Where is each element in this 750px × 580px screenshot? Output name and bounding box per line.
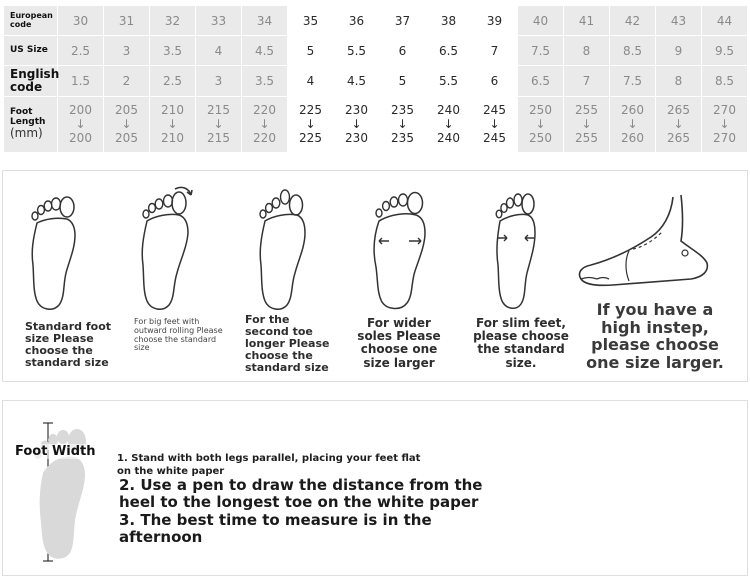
european-code-cell: 40 [518, 6, 564, 36]
european-code-cell: 41 [564, 6, 610, 36]
us-size-cell: 8.5 [610, 36, 656, 66]
european-code-cell: 42 [610, 6, 656, 36]
us-size-cell: 8 [564, 36, 610, 66]
foot-length-to: 215 [207, 131, 230, 146]
foot-length-title: Foot Length [10, 107, 46, 127]
foot-length-from: 265 [667, 103, 690, 118]
measurement-instructions [2, 400, 748, 576]
english-code-cell: 7 [564, 66, 610, 96]
us-size-cell: 4.5 [242, 36, 288, 66]
wider-soles-caption: For wider soles Please choose one size larger [357, 316, 441, 370]
english-code-cell: 5.5 [426, 66, 472, 96]
european-code-cell: 39 [472, 6, 518, 36]
down-arrow-icon: ↓ [581, 117, 592, 132]
english-code-cell: 8 [656, 66, 702, 96]
foot-length-from: 225 [299, 103, 322, 118]
us-size-cell: 3 [104, 36, 150, 66]
foot-length-cell [288, 96, 334, 152]
foot-length-from: 220 [253, 103, 276, 118]
down-arrow-icon: ↓ [397, 117, 408, 132]
foot-length-cell [58, 96, 104, 152]
foot-type-guide [2, 170, 748, 382]
big-foot-icon [135, 183, 197, 313]
foot-length-cell [426, 96, 472, 152]
foot-length-cell [334, 96, 380, 152]
english-code-cell: 2 [104, 66, 150, 96]
down-arrow-icon: ↓ [259, 117, 270, 132]
slim-feet-caption: For slim feet, please choose the standard size. [473, 316, 569, 370]
down-arrow-icon: ↓ [535, 117, 546, 132]
down-arrow-icon: ↓ [719, 117, 730, 132]
foot-length-from: 260 [621, 103, 644, 118]
foot-length-from: 240 [437, 103, 460, 118]
english-code-row [4, 66, 748, 96]
english-code-cell: 7.5 [610, 66, 656, 96]
european-code-label: European code [4, 6, 58, 36]
down-arrow-icon: ↓ [213, 117, 224, 132]
european-code-cell: 34 [242, 6, 288, 36]
english-code-cell: 6.5 [518, 66, 564, 96]
foot-length-label [4, 96, 58, 152]
foot-length-to: 270 [713, 131, 736, 146]
foot-length-cell [702, 96, 748, 152]
foot-length-cell [610, 96, 656, 152]
slim-foot-icon [488, 183, 544, 313]
foot-length-from: 255 [575, 103, 598, 118]
english-code-cell: 3 [196, 66, 242, 96]
us-size-cell: 2.5 [58, 36, 104, 66]
high-instep-caption: If you have a high instep, please choose one size larger. [586, 300, 724, 372]
foot-length-from: 210 [161, 103, 184, 118]
foot-length-to: 235 [391, 131, 414, 146]
european-code-cell: 32 [150, 6, 196, 36]
foot-length-to: 200 [69, 131, 92, 146]
foot-length-to: 265 [667, 131, 690, 146]
step-2-text: 2. Use a pen to draw the distance from the heel to the longest toe on the white paper 3. The best time to measure is in the afternoon [119, 476, 483, 546]
english-code-cell: 1.5 [58, 66, 104, 96]
wide-foot-icon [367, 183, 437, 313]
foot-length-row [4, 96, 748, 152]
us-size-cell: 3.5 [150, 36, 196, 66]
us-size-cell: 7 [472, 36, 518, 66]
european-code-cell: 44 [702, 6, 748, 36]
european-code-row [4, 6, 748, 36]
english-code-cell: 2.5 [150, 66, 196, 96]
european-code-cell: 36 [334, 6, 380, 36]
us-size-cell: 7.5 [518, 36, 564, 66]
foot-length-cell [150, 96, 196, 152]
second-toe-foot-icon [253, 183, 313, 313]
european-code-cell: 38 [426, 6, 472, 36]
foot-length-unit: (mm) [10, 126, 43, 141]
european-code-cell: 37 [380, 6, 426, 36]
english-code-cell: 4 [288, 66, 334, 96]
english-code-label: English code [4, 66, 58, 96]
foot-length-from: 270 [713, 103, 736, 118]
foot-length-cell [564, 96, 610, 152]
foot-length-to: 205 [115, 131, 138, 146]
down-arrow-icon: ↓ [489, 117, 500, 132]
us-size-cell: 5.5 [334, 36, 380, 66]
foot-length-to: 225 [299, 131, 322, 146]
standard-foot-caption: Standard foot size Please choose the standard size [25, 320, 112, 370]
down-arrow-icon: ↓ [443, 117, 454, 132]
foot-length-from: 200 [69, 103, 92, 118]
step-1-text: 1. Stand with both legs parallel, placing your feet flat on the white paper [117, 453, 421, 477]
foot-length-cell [380, 96, 426, 152]
foot-length-to: 230 [345, 131, 368, 146]
us-size-cell: 6 [380, 36, 426, 66]
foot-length-from: 205 [115, 103, 138, 118]
foot-silhouette-icon [23, 419, 103, 569]
down-arrow-icon: ↓ [351, 117, 362, 132]
standard-foot-icon [23, 189, 83, 314]
size-chart-table [3, 5, 748, 153]
foot-length-cell [242, 96, 288, 152]
foot-length-from: 235 [391, 103, 414, 118]
big-feet-caption: For big feet with outward rolling Please choose the standard size [134, 317, 223, 353]
us-size-cell: 9 [656, 36, 702, 66]
european-code-cell: 35 [288, 6, 334, 36]
foot-length-to: 210 [161, 131, 184, 146]
foot-length-to: 250 [529, 131, 552, 146]
english-code-cell: 8.5 [702, 66, 748, 96]
foot-length-to: 260 [621, 131, 644, 146]
european-code-cell: 43 [656, 6, 702, 36]
down-arrow-icon: ↓ [75, 117, 86, 132]
foot-length-cell [518, 96, 564, 152]
english-code-cell: 5 [380, 66, 426, 96]
down-arrow-icon: ↓ [673, 117, 684, 132]
foot-length-from: 230 [345, 103, 368, 118]
down-arrow-icon: ↓ [121, 117, 132, 132]
down-arrow-icon: ↓ [627, 117, 638, 132]
us-size-cell: 4 [196, 36, 242, 66]
foot-length-from: 250 [529, 103, 552, 118]
european-code-cell: 33 [196, 6, 242, 36]
down-arrow-icon: ↓ [167, 117, 178, 132]
down-arrow-icon: ↓ [305, 117, 316, 132]
foot-length-cell [656, 96, 702, 152]
european-code-cell: 31 [104, 6, 150, 36]
foot-length-cell [196, 96, 242, 152]
foot-length-cell [472, 96, 518, 152]
us-size-cell: 9.5 [702, 36, 748, 66]
foot-length-cell [104, 96, 150, 152]
foot-length-to: 245 [483, 131, 506, 146]
us-size-cell: 6.5 [426, 36, 472, 66]
foot-length-to: 255 [575, 131, 598, 146]
english-code-cell: 4.5 [334, 66, 380, 96]
foot-length-to: 220 [253, 131, 276, 146]
foot-length-to: 240 [437, 131, 460, 146]
european-code-cell: 30 [58, 6, 104, 36]
foot-length-from: 245 [483, 103, 506, 118]
second-toe-caption: For the second toe longer Please choose the standard size [245, 313, 330, 375]
us-size-label: US Size [4, 36, 58, 66]
english-code-cell: 3.5 [242, 66, 288, 96]
foot-width-label: Foot Width [15, 444, 96, 459]
us-size-cell: 5 [288, 36, 334, 66]
foot-length-from: 215 [207, 103, 230, 118]
english-code-cell: 6 [472, 66, 518, 96]
high-instep-foot-icon [573, 193, 733, 293]
us-size-row [4, 36, 748, 66]
